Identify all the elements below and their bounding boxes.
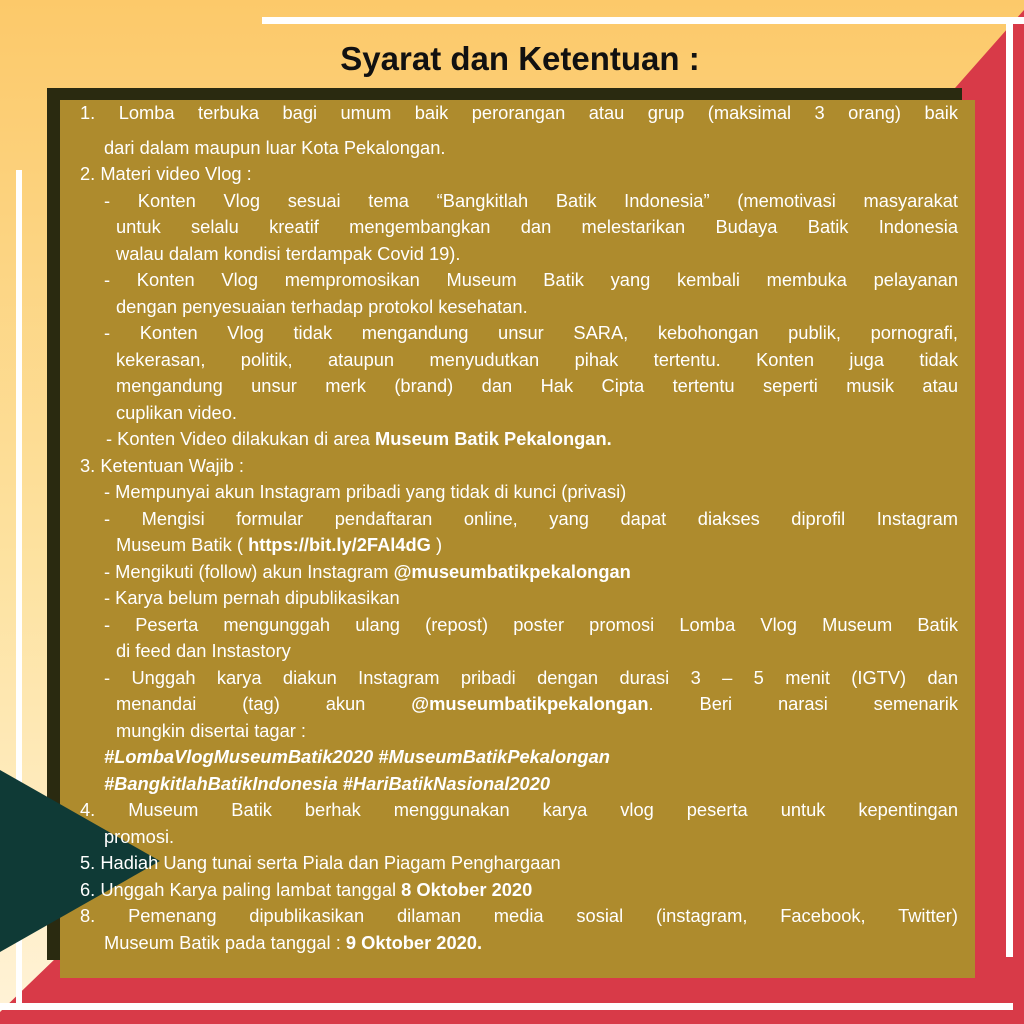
item-3c-line (80, 559, 958, 586)
item-3b-line-1: - Mengisi formular pendaftaran online, yang dapat diakses diprofil Instagram (104, 507, 958, 529)
instagram-handle: @museumbatikpekalongan (393, 560, 631, 582)
item-2a-line-3: walau dalam kondisi terdampak Covid 19). (116, 242, 461, 264)
terms-list (80, 100, 958, 956)
instagram-handle-tag: @museumbatikpekalongan (411, 693, 649, 714)
item-3d-line: - Karya belum pernah dipublikasikan (104, 587, 400, 608)
item-2b-line-2: dengan penyesuaian terhadap protokol kesehatan. (116, 295, 528, 317)
item-6-text: 6. Unggah Karya paling lambat tanggal (80, 878, 402, 900)
item-2d-location: Museum Batik Pekalongan. (375, 428, 612, 449)
white-frame-line-right (1006, 17, 1013, 957)
announcement-date: 9 Oktober 2020. (345, 931, 483, 953)
item-3a-line: - Mempunyai akun Instagram pribadi yang tidak di kunci (privasi) (104, 481, 627, 502)
white-frame-line-bottom (0, 1003, 1013, 1010)
item-2d-text: - Konten Video dilakukan di area (106, 428, 375, 449)
item-2c-line-2: kekerasan, politik, ataupun menyudutkan pihak tertentu. Konten juga tidak (116, 348, 958, 370)
item-2a-line-2: untuk selalu kreatif mengembangkan dan melestarikan Budaya Batik Indonesia (116, 216, 958, 237)
item-3c-text: - Mengikuti (follow) akun Instagram (104, 560, 394, 582)
registration-link: https://bit.ly/2FAl4dG (248, 534, 431, 555)
item-6-line (80, 877, 958, 904)
item-2b-line-1: - Konten Vlog mempromosikan Museum Batik yang kembali membuka pelayanan (104, 269, 958, 290)
item-3f-line-1: - Unggah karya diakun Instagram pribadi dengan durasi 3 – 5 menit (IGTV) dan (104, 666, 958, 688)
item-3b-text: Museum Batik ( (116, 534, 249, 555)
hashtags-line-2: #BangkitlahBatikIndonesia #HariBatikNasional2020 (104, 772, 551, 794)
item-4-line-2: promosi. (104, 825, 175, 847)
item-8-line-1: 8. Pemenang dipublikasikan dilaman media sosial (instagram, Facebook, Twitter) (80, 905, 958, 926)
item-3f-line-3: mungkin disertai tagar : (116, 719, 307, 741)
item-2a-line-1: - Konten Vlog sesuai tema “Bangkitlah Batik Indonesia” (memotivasi masyarakat (104, 189, 958, 211)
item-3e-line-1: - Peserta mengunggah ulang (repost) poster promosi Lomba Vlog Museum Batik (104, 613, 958, 635)
item-1-line-2: dari dalam maupun luar Kota Pekalongan. (104, 136, 446, 158)
item-3-heading: 3. Ketentuan Wajib : (80, 454, 244, 476)
white-frame-line-top (262, 17, 1024, 24)
hashtags-line-1: #LombaVlogMuseumBatik2020 #MuseumBatikPekalongan (104, 746, 610, 767)
item-5-line: 5. Hadiah Uang tunai serta Piala dan Piagam Penghargaan (80, 852, 561, 873)
item-2d-line (80, 426, 958, 453)
item-2-heading: 2. Materi video Vlog : (80, 163, 252, 184)
item-3b-text-end: ) (430, 534, 443, 555)
item-3e-line-2: di feed dan Instastory (116, 640, 291, 661)
item-3f-line-2 (80, 691, 958, 718)
item-2c-line-1: - Konten Vlog tidak mengandung unsur SARA, kebohongan publik, pornografi, (104, 322, 958, 343)
item-3f-text: menandai (tag) akun (116, 693, 412, 714)
item-8-text: Museum Batik pada tanggal : (104, 931, 346, 953)
page-title: Syarat dan Ketentuan : (340, 40, 700, 77)
item-4-line-1: 4. Museum Batik berhak menggunakan karya vlog peserta untuk kepentingan (80, 799, 958, 820)
item-1-line-1: 1. Lomba terbuka bagi umum baik perorangan atau grup (maksimal 3 orang) baik (80, 102, 958, 123)
deadline-date: 8 Oktober 2020 (401, 878, 533, 900)
item-3b-line-2 (80, 532, 958, 559)
item-3f-text-end: . Beri narasi semenarik (648, 693, 959, 714)
item-8-line-2 (80, 930, 958, 957)
item-2c-line-4: cuplikan video. (116, 401, 237, 423)
item-2c-line-3: mengandung unsur merk (brand) dan Hak Cipta tertentu seperti musik atau (116, 375, 958, 396)
